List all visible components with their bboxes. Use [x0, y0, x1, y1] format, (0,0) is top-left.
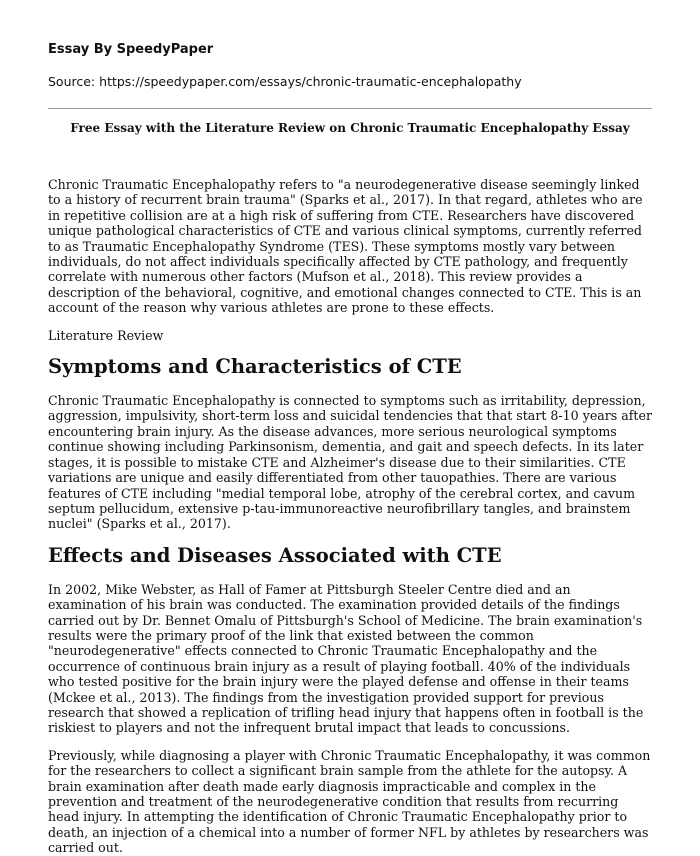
source-link[interactable]: https://speedypaper.com/essays/chronic-traumatic-encephalopathy — [99, 74, 522, 89]
section-heading-effects: Effects and Diseases Associated with CTE — [48, 543, 502, 567]
source-line — [48, 74, 652, 90]
essay-title: Free Essay with the Literature Review on Chronic Traumatic Encephalopathy Essay — [70, 121, 630, 135]
intro-paragraph: Chronic Traumatic Encephalopathy refers to "a neurodegenerative disease seemingly linked to a history of recurrent brain trauma" (Sparks et al., 2017). In that regard, athletes who are in repetitive collision are at a high risk of suffering from CTE. Researchers have discovered unique pathological characteristics of CTE and various clinical symptoms, currently referred to as Traumatic Encephalopathy Syndrome (TES). These symptoms mostly vary between individuals, do not affect individuals specifically affected by CTE pathology, and frequently correlate with numerous other factors (Mufson et al., 2018). This review provides a description of the behavioral, cognitive, and emotional changes connected to CTE. This is an account of the reason why various athletes are prone to these effects. — [48, 177, 643, 316]
effects-paragraph-1: In 2002, Mike Webster, as Hall of Famer at Pittsburgh Steeler Centre died and an examination of his brain was conducted. The examination provided details of the findings carried out by Dr. Bennet Omalu of Pittsburgh's School of Medicine. The brain examination's results were the primary proof of the link that existed between the common "neurodegenerative" effects connected to Chronic Traumatic Encephalopathy and the occurrence of continuous brain injury as a result of playing football. 40% of the individuals who tested positive for the brain injury were the played defense and offense in their teams (Mckee et al., 2013). The findings from the investigation provided support for previous research that showed a replication of trifling head injury that happens often in football is the riskiest to players and not the infrequent brutal impact that leads to concussions. — [48, 581, 644, 736]
site-title: Essay By SpeedyPaper — [48, 42, 214, 57]
source-label: Source: — [48, 74, 96, 89]
symptoms-paragraph: Chronic Traumatic Encephalopathy is connected to symptoms such as irritability, depression, aggression, impulsivity, short-term loss and suicidal tendencies that that start 8-10 years after encountering brain injury. As the disease advances, more serious neurological symptoms continue showing including Parkinsonism, dementia, and gait and speech defects. In its later stages, it is possible to mistake CTE and Alzheimer's disease due to their similarities. CTE variations are unique and easily differentiated from other tauopathies. There are various features of CTE including "medial temporal lobe, atrophy of the cerebral cortex, and cavum septum pellucidum, extensive p-tau-immunoreactive neurofibrillary tangles, and brainstem nuclei" (Sparks et al., 2017). — [48, 393, 652, 532]
effects-paragraph-2: Previously, while diagnosing a player with Chronic Traumatic Encephalopathy, it was common for the researchers to collect a significant brain sample from the athlete for the autopsy. A brain examination after death made early diagnosis impracticable and complex in the prevention and treatment of the neurodegenerative condition that results from recurring head injury. In attempting the identification of Chronic Traumatic Encephalopathy prior to death, an injection of a chemical into a number of former NFL by athletes by researchers was carried out. — [48, 747, 651, 856]
literature-review-label: Literature Review — [48, 327, 164, 343]
header-divider — [48, 108, 652, 109]
section-heading-symptoms: Symptoms and Characteristics of CTE — [48, 355, 462, 379]
